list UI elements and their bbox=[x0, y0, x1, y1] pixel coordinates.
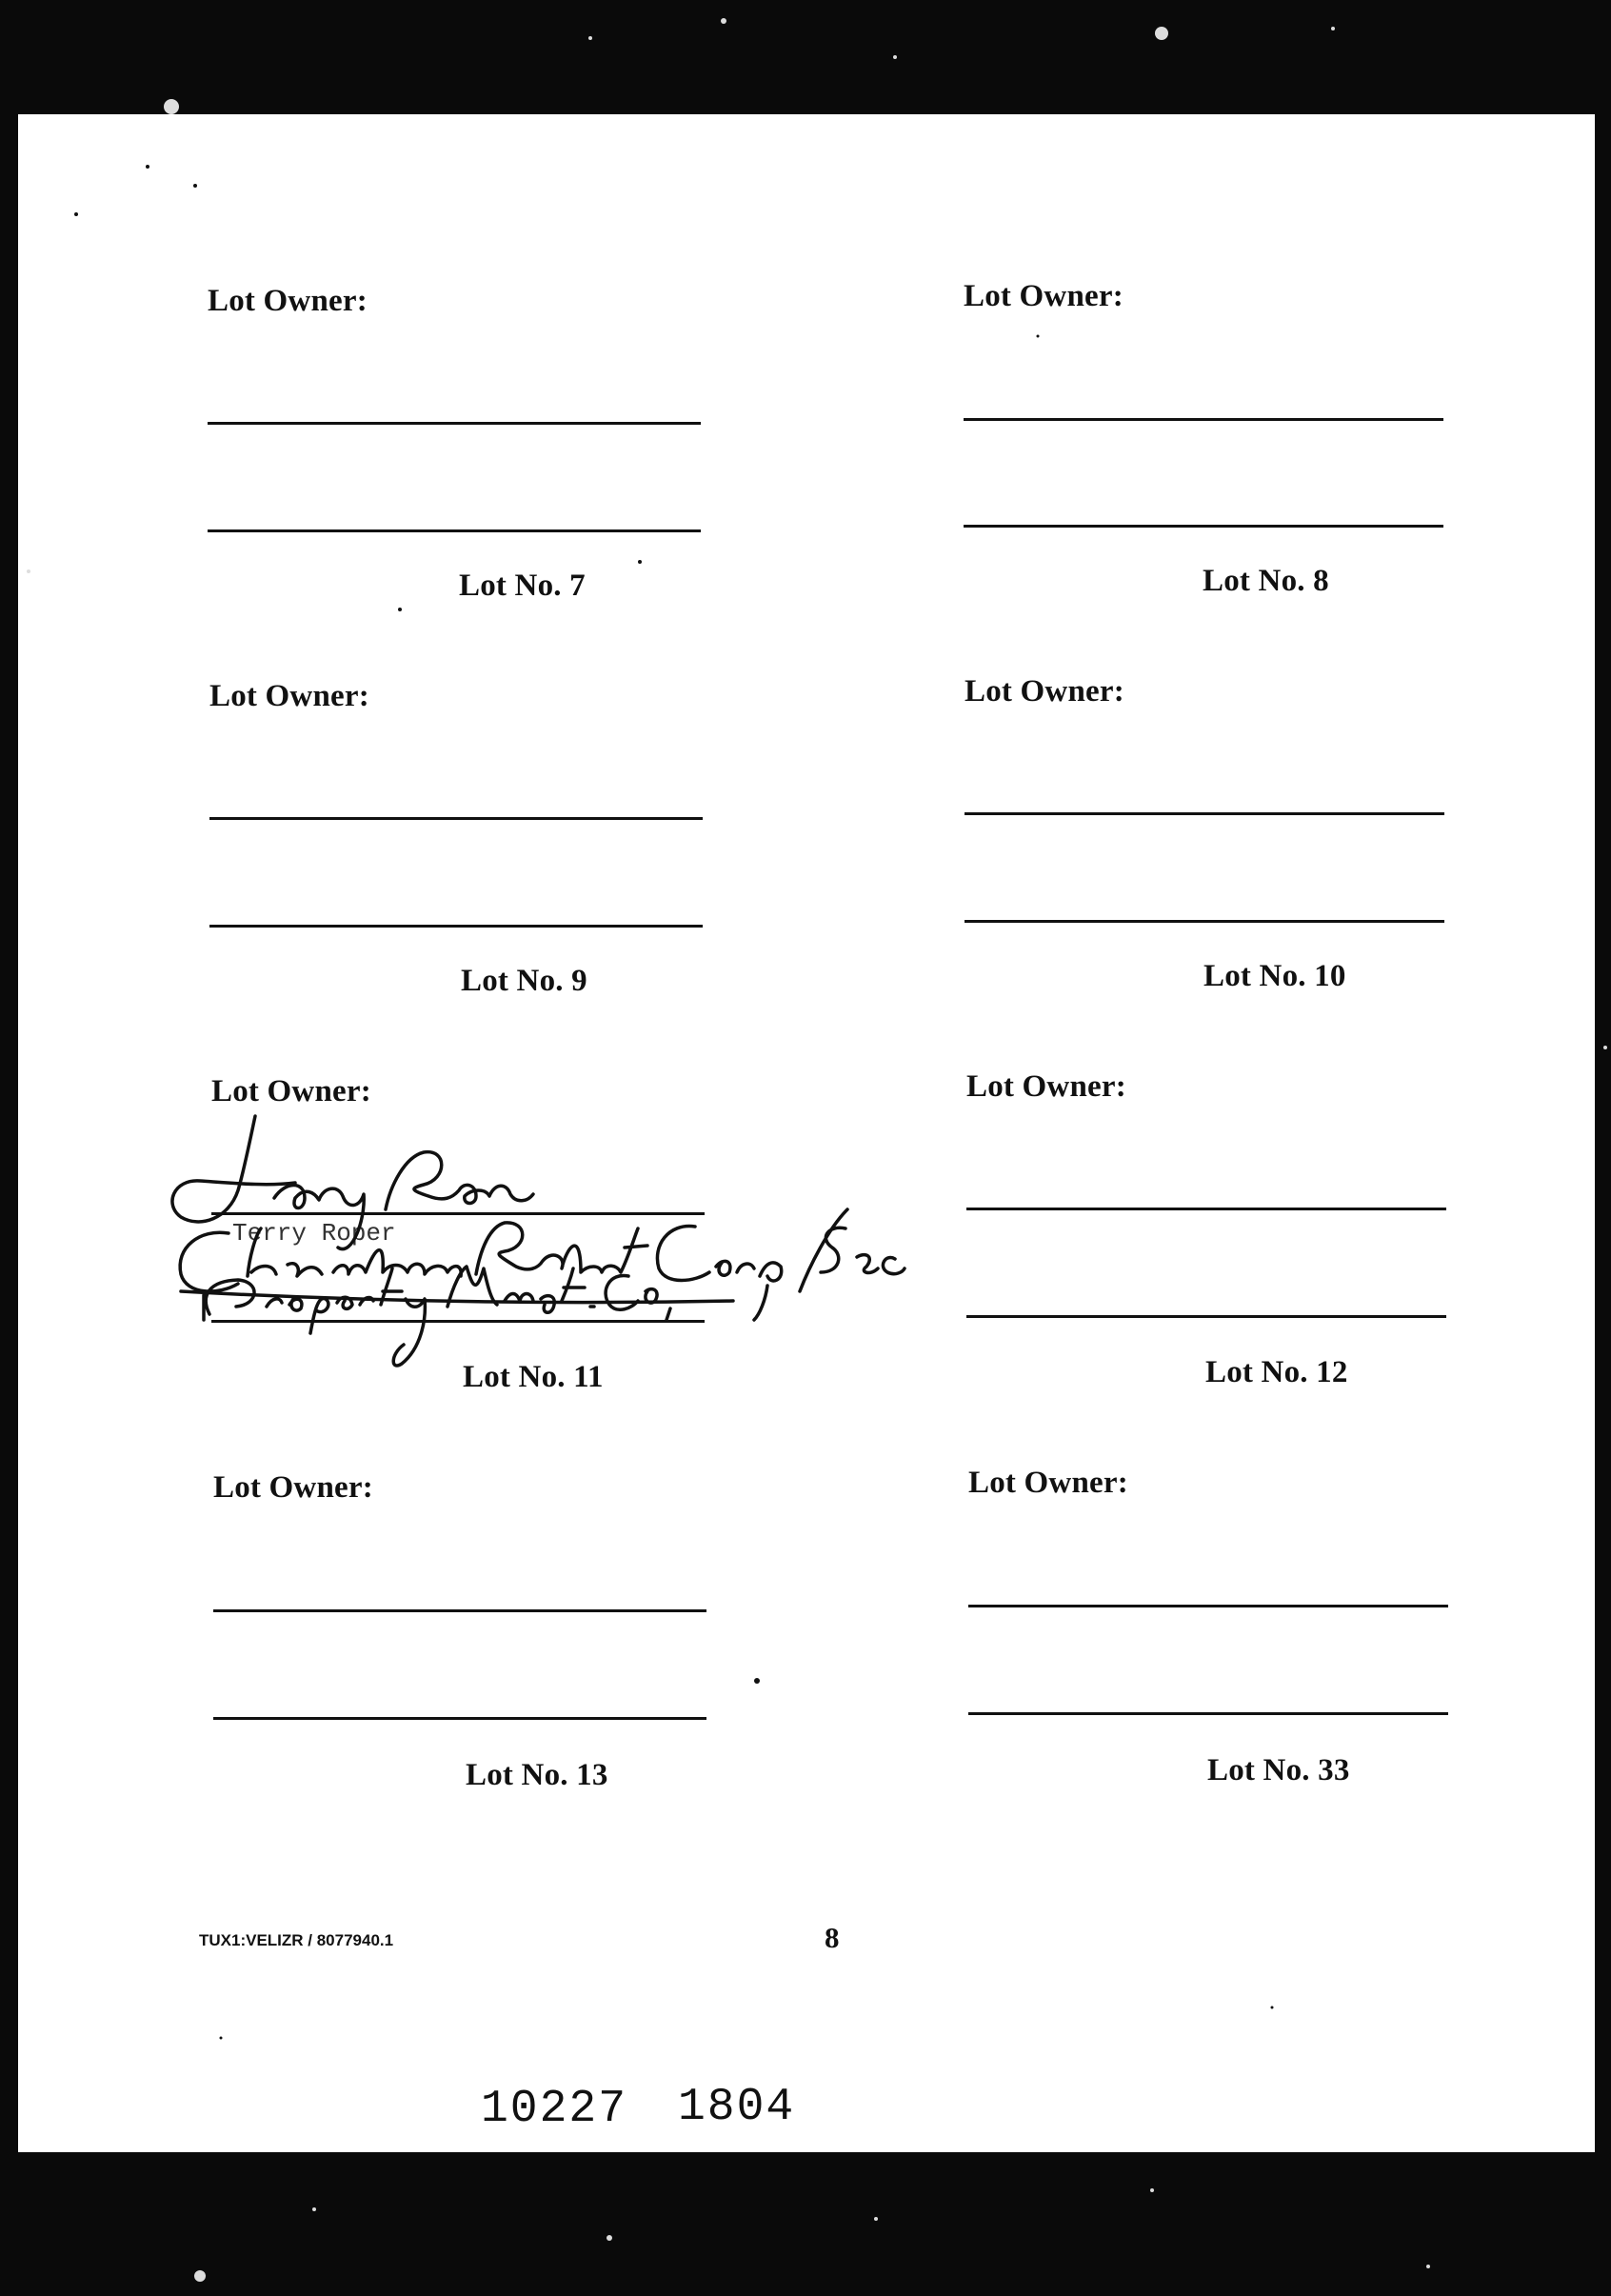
lot-owner-label: Lot Owner: bbox=[211, 1074, 371, 1108]
recording-stamp-page: 1804 bbox=[678, 2082, 796, 2133]
lot-number-label: Lot No. 11 bbox=[463, 1360, 604, 1394]
signature-line bbox=[213, 1609, 706, 1612]
signature-line bbox=[966, 1208, 1446, 1210]
signature-line bbox=[964, 525, 1443, 528]
signature-line bbox=[968, 1712, 1448, 1715]
lot-number-label: Lot No. 10 bbox=[1203, 959, 1346, 993]
recording-stamp-volume: 10227 bbox=[481, 2084, 628, 2135]
lot-owner-label: Lot Owner: bbox=[966, 1069, 1126, 1104]
signature-line bbox=[965, 812, 1444, 815]
signature-line bbox=[209, 925, 703, 928]
document-id: TUX1:VELIZR / 8077940.1 bbox=[199, 1931, 394, 1949]
signature-line bbox=[208, 529, 701, 532]
handwritten-signature bbox=[162, 1105, 924, 1390]
signature-line bbox=[964, 418, 1443, 421]
lot-owner-label: Lot Owner: bbox=[965, 674, 1124, 709]
lot-owner-label: Lot Owner: bbox=[964, 279, 1124, 313]
lot-number-label: Lot No. 33 bbox=[1207, 1753, 1350, 1787]
lot-owner-label: Lot Owner: bbox=[968, 1466, 1128, 1500]
signature-line bbox=[966, 1315, 1446, 1318]
signature-line bbox=[965, 920, 1444, 923]
lot-owner-label: Lot Owner: bbox=[208, 284, 368, 318]
lot-owner-label: Lot Owner: bbox=[209, 679, 369, 713]
signature-line bbox=[209, 817, 703, 820]
lot-number-label: Lot No. 8 bbox=[1203, 564, 1329, 598]
page-number: 8 bbox=[825, 1921, 840, 1954]
lot-number-label: Lot No. 7 bbox=[459, 569, 586, 603]
lot-number-label: Lot No. 13 bbox=[466, 1758, 608, 1792]
typed-signer-name: Terry Roper bbox=[232, 1219, 396, 1248]
signature-line bbox=[968, 1605, 1448, 1607]
lot-number-label: Lot No. 12 bbox=[1205, 1355, 1348, 1389]
lot-owner-label: Lot Owner: bbox=[213, 1470, 373, 1505]
signature-line bbox=[213, 1717, 706, 1720]
lot-number-label: Lot No. 9 bbox=[461, 964, 587, 998]
signature-line bbox=[208, 422, 701, 425]
